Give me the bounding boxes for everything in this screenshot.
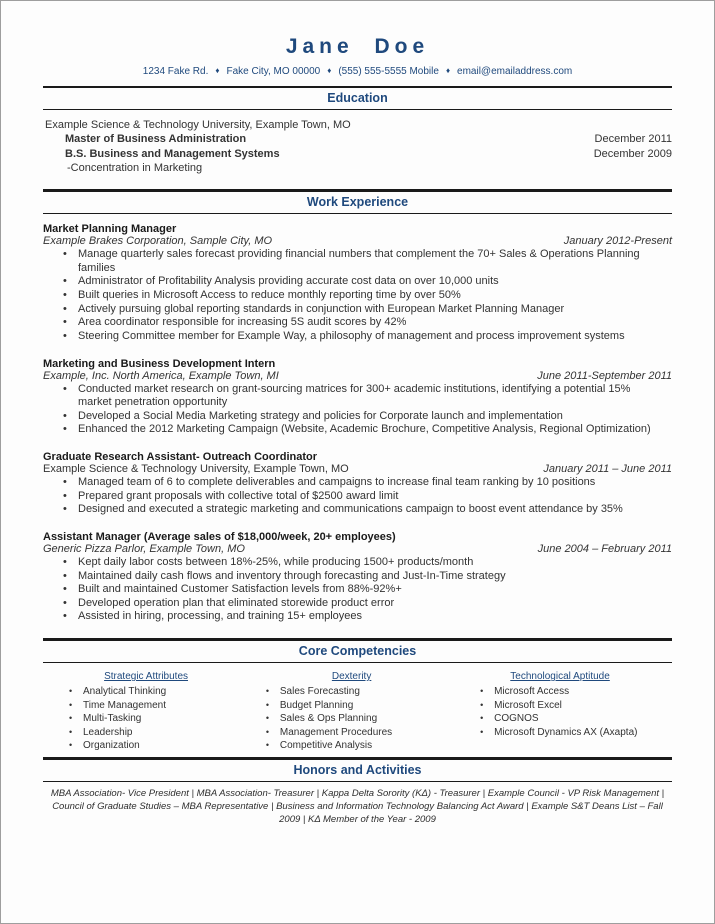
competency-item-list [65, 685, 227, 753]
competency-item: • Analytical Thinking [69, 685, 227, 699]
competency-item: • Microsoft Excel [480, 699, 644, 713]
education-degree-row [43, 147, 672, 161]
job-bullet: • Built queries in Microsoft Access to reduce monthly reporting time by over 50% [63, 289, 653, 303]
job-entry [43, 451, 672, 517]
job-company: Example, Inc. North America, Example Town, MI [43, 369, 279, 382]
job-bullet: • Assisted in hiring, processing, and training 15+ employees [63, 610, 653, 624]
competency-item: • Leadership [69, 726, 227, 740]
job-bullet: • Area coordinator responsible for increasing 5S audit scores by 42% [63, 316, 653, 330]
job-dates: January 2011 – June 2011 [543, 463, 672, 476]
work-experience-section [43, 223, 672, 624]
job-dates: January 2012-Present [563, 235, 672, 248]
section-underline [43, 781, 672, 782]
job-company: Example Brakes Corporation, Sample City, MO [43, 235, 273, 248]
competency-item: • Organization [69, 739, 227, 753]
job-bullet: • Prepared grant proposals with collective total of $2500 award limit [63, 490, 653, 504]
diamond-separator-icon: ♦ [327, 66, 332, 75]
competency-item: • Sales Forecasting [266, 685, 441, 699]
competency-column [65, 671, 227, 753]
competency-column-header: Technological Aptitude [510, 671, 610, 683]
job-bullet: • Actively pursuing global reporting standards in conjunction with European Market Planning Manager [63, 303, 653, 317]
contact-phone: (555) 555-5555 Mobile [338, 66, 439, 77]
competency-column [262, 671, 441, 753]
degree-date: December 2009 [593, 147, 672, 160]
job-bullet: • Conducted market research on grant-sourcing matrices for 300+ academic institutions, identifying a potential 15% market penetration opportunity [63, 383, 653, 410]
diamond-separator-icon: ♦ [445, 66, 451, 75]
education-note: -Concentration in Marketing [67, 161, 203, 174]
competencies-section [43, 663, 672, 757]
job-bullet: • Kept daily labor costs between 18%-25%, while producing 1500+ products/month [63, 556, 653, 570]
job-company-line [43, 370, 672, 382]
job-company-line [43, 463, 672, 475]
job-bullet-list [43, 556, 672, 624]
competency-item: • Microsoft Dynamics AX (Axapta) [480, 726, 644, 740]
contact-line [43, 66, 672, 77]
competency-item: • COGNOS [480, 712, 644, 726]
job-company-line [43, 235, 672, 247]
honors-text: MBA Association- Vice President | MBA Association- Treasurer | Kappa Delta Sorority (KΔ) - Treasurer | Example Council - VP Risk Management | Council of Graduate Studies – MBA Representative | Business and Information Technology Balancing Act Award | Example S&T Deans List – Fall 2009 | KΔ Member of the Year - 2009 [50, 788, 665, 825]
job-bullet-list [43, 248, 672, 343]
competency-column-header: Dexterity [331, 671, 372, 683]
degree-name: B.S. Business and Management Systems [65, 147, 280, 160]
job-bullet: • Maintained daily cash flows and inventory through forecasting and Just-In-Time strategy [63, 570, 653, 584]
job-bullet: • Developed operation plan that eliminated storewide product error [63, 597, 653, 611]
section-title-education: Education [327, 91, 388, 105]
job-bullet: • Built and maintained Customer Satisfaction levels from 88%-92%+ [63, 583, 653, 597]
contact-email: email@emailaddress.com [457, 66, 573, 77]
job-bullet-list [43, 383, 672, 438]
person-name: Jane Doe [285, 35, 430, 58]
section-title-competencies: Core Competencies [298, 644, 417, 659]
job-company: Generic Pizza Parlor, Example Town, MO [43, 542, 245, 555]
job-bullet-list [43, 476, 672, 517]
job-bullet: • Steering Committee member for Example Way, a philosophy of management and process improvement systems [63, 330, 653, 344]
job-company-line [43, 543, 672, 555]
job-title: Graduate Research Assistant- Outreach Coordinator [43, 451, 318, 464]
job-entry [43, 223, 672, 343]
competency-item: • Sales & Ops Planning [266, 712, 441, 726]
education-degree-row [43, 132, 672, 146]
contact-address: 1234 Fake Rd. [142, 66, 209, 77]
section-underline [43, 109, 672, 110]
competency-item: • Budget Planning [266, 699, 441, 713]
job-entry [43, 531, 672, 624]
competency-item: • Competitive Analysis [266, 739, 441, 753]
section-underline [43, 213, 672, 214]
competency-item-list [262, 685, 441, 753]
job-title: Assistant Manager (Average sales of $18,000/week, 20+ employees) [43, 530, 396, 543]
job-dates: June 2004 – February 2011 [537, 542, 672, 555]
job-bullet: • Administrator of Profitability Analysis providing accurate cost data on over 10,000 units [63, 275, 653, 289]
education-section [43, 118, 672, 175]
competency-item: • Microsoft Access [480, 685, 644, 699]
competency-column-header: Strategic Attributes [104, 671, 189, 683]
job-bullet: • Manage quarterly sales forecast providing financial numbers that complement the 70+ Sales & Operations Planning families [63, 248, 653, 275]
competency-item: • Management Procedures [266, 726, 441, 740]
job-bullet: • Designed and executed a strategic marketing and communications campaign to boost event attendance by 35% [63, 503, 653, 517]
job-bullet: • Enhanced the 2012 Marketing Campaign (Website, Academic Brochure, Competitive Analysis, Regional Optimization) [63, 423, 653, 437]
competency-item-list [476, 685, 644, 739]
education-school: Example Science & Technology University, Example Town, MO [45, 119, 351, 131]
job-dates: June 2011-September 2011 [537, 369, 672, 382]
degree-date: December 2011 [594, 133, 672, 146]
section-title-honors: Honors and Activities [293, 763, 422, 778]
competency-item: • Time Management [69, 699, 227, 713]
competency-item: • Multi-Tasking [69, 712, 227, 726]
job-title: Marketing and Business Development Intern [43, 357, 276, 370]
job-bullet: • Managed team of 6 to complete deliverables and campaigns to increase final team ranking by 10 positions [63, 476, 653, 490]
competency-column [476, 671, 644, 753]
degree-name: Master of Business Administration [65, 133, 247, 146]
job-bullet: • Developed a Social Media Marketing strategy and policies for Corporate launch and implementation [63, 410, 653, 424]
job-entry [43, 358, 672, 438]
job-company: Example Science & Technology University, Example Town, MO [43, 463, 349, 476]
contact-city: Fake City, MO 00000 [226, 66, 321, 77]
diamond-separator-icon: ♦ [215, 66, 220, 75]
job-title: Market Planning Manager [43, 223, 177, 236]
section-title-work: Work Experience [306, 195, 409, 210]
